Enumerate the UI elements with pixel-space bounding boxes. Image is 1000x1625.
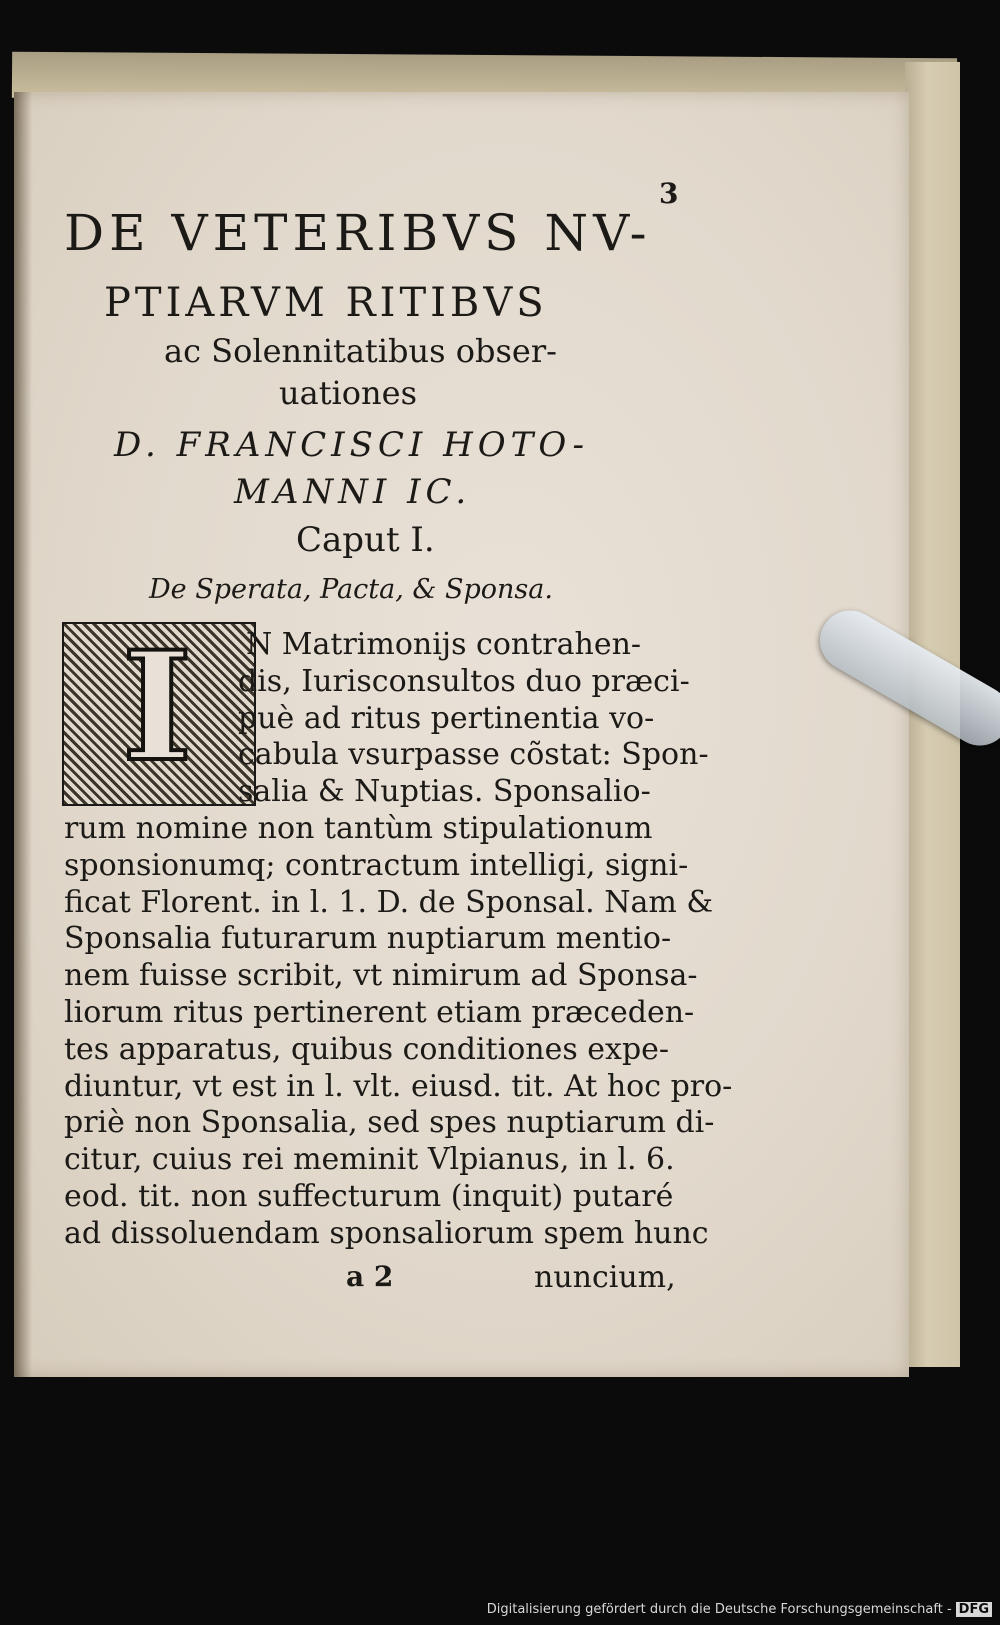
- body-line: citur, cuius rei meminit Vlpianus, in l. 6.: [64, 1142, 675, 1178]
- book-page: [14, 92, 909, 1377]
- page-number: 3: [659, 177, 679, 210]
- body-line: rum nomine non tantùm stipulationum: [64, 811, 653, 846]
- decorated-initial: [62, 619, 256, 806]
- body-line: ad dissoluendam sponsaliorum spem hunc: [64, 1215, 709, 1251]
- body-line: N Matrimonijs contrahen-: [246, 627, 642, 662]
- body-line: cabula vsurpasse cõstat: Spon-: [238, 737, 709, 773]
- chapter-heading: Caput I.: [296, 520, 435, 560]
- signature-mark: a 2: [346, 1260, 394, 1293]
- dfg-logo: DFG: [956, 1602, 992, 1617]
- footer-text: Digitalisierung gefördert durch die Deutsche Forschungsgemeinschaft -: [486, 1602, 952, 1617]
- footer-bar: [0, 1589, 1000, 1625]
- title-line-3: ac Solennitatibus obser-: [164, 332, 557, 370]
- drop-cap-letter: I: [122, 619, 193, 795]
- chapter-subtitle: De Sperata, Pacta, & Sponsa.: [149, 574, 553, 605]
- author-line-1: D. FRANCISCI HOTO-: [114, 425, 589, 465]
- body-line: puè ad ritus pertinentia vo-: [238, 700, 655, 736]
- author-line-2: MANNI IC.: [234, 472, 472, 512]
- catchword: nuncium,: [534, 1260, 676, 1295]
- body-line: ficat Florent. in l. 1. D. de Sponsal. Nam &: [64, 884, 714, 920]
- title-line-4: uationes: [279, 374, 418, 412]
- footer-credit: [487, 1602, 992, 1617]
- body-line: nem fuisse scribit, vt nimirum ad Sponsa-: [64, 958, 698, 994]
- body-line: tes apparatus, quibus conditiones expe-: [64, 1031, 670, 1067]
- body-line: priè non Sponsalia, sed spes nuptiarum di-: [64, 1105, 715, 1141]
- body-line: liorum ritus pertinerent etiam præceden-: [64, 995, 695, 1030]
- body-line: diuntur, vt est in l. vlt. eiusd. tit. At hoc pro-: [64, 1068, 733, 1104]
- body-line: sponsionumq; contractum intelligi, signi-: [64, 847, 689, 883]
- body-line: eod. tit. non suffecturum (inquit) putaré: [64, 1179, 674, 1214]
- body-line: salia & Nuptias. Sponsalio-: [238, 774, 651, 810]
- body-line: dis, Iurisconsultos duo præci-: [238, 663, 690, 699]
- title-line-2: PTIARVM RITIBVS: [104, 280, 548, 326]
- title-line-1: DE VETERIBVS NV-: [64, 204, 652, 262]
- body-line: Sponsalia futurarum nuptiarum mentio-: [64, 921, 672, 957]
- spine-shadow: [14, 92, 32, 1377]
